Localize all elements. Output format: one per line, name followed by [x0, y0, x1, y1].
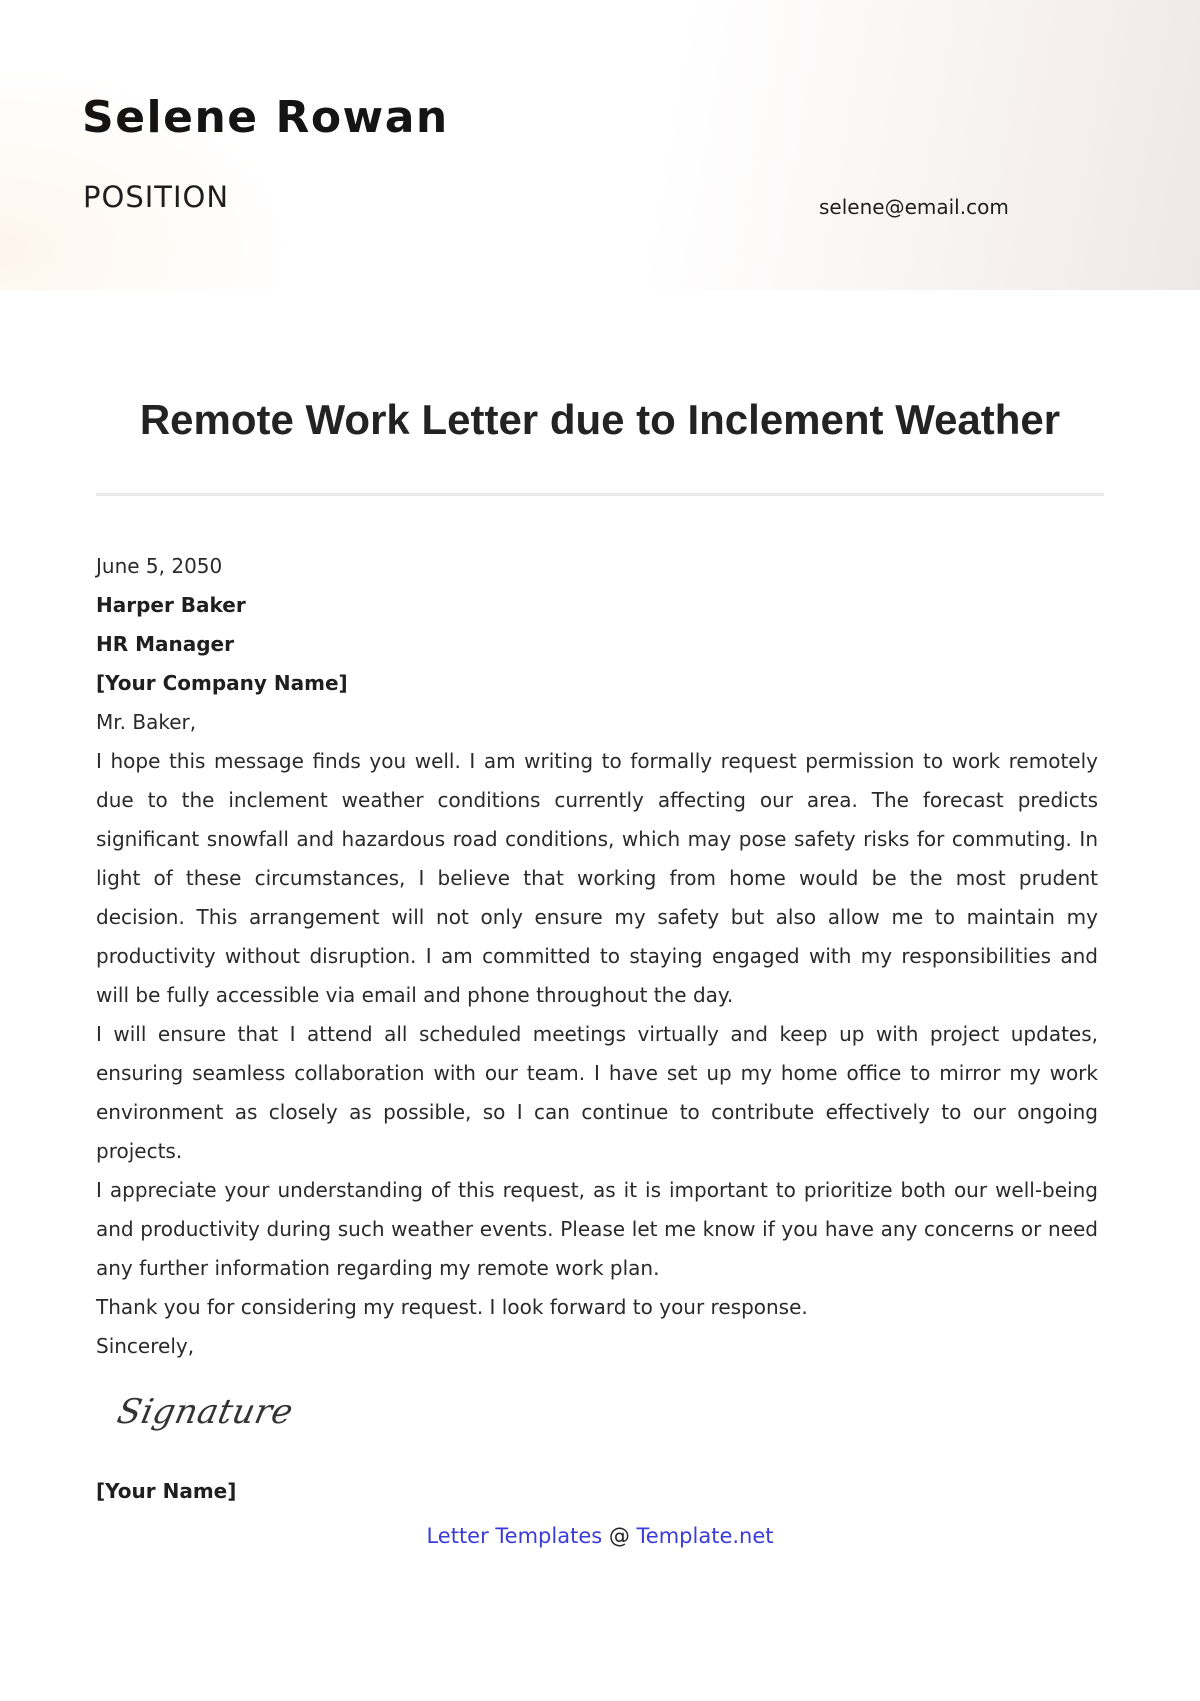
sender-name: Selene Rowan — [82, 92, 449, 143]
template-net-link[interactable]: Template.net — [636, 1524, 774, 1548]
document-title: Remote Work Letter due to Inclement Weather — [139, 396, 1061, 443]
recipient-name: Harper Baker — [96, 593, 246, 617]
signature: Signature — [113, 1392, 297, 1432]
body-paragraph: I appreciate your understanding of this request, as it is important to prioritize both our well-being and productivity during such weather events. Please let me know if you have any concerns or need any further information regarding my remote work plan. — [96, 1178, 1098, 1280]
body-paragraph: Thank you for considering my request. I look forward to your response. — [96, 1295, 808, 1319]
letter-body — [96, 547, 1098, 1366]
footer-separator: @ — [602, 1524, 637, 1548]
body-paragraph: I hope this message finds you well. I am writing to formally request permission to work remotely due to the inclement weather conditions currently affecting our area. The forecast predicts significant snowfall and hazardous road conditions, which may pose safety risks for commuting. In light of these circumstances, I believe that working from home would be the most prudent decision. This arrangement will not only ensure my safety but also allow me to maintain my productivity without disruption. I am committed to staying engaged with my responsibilities and will be fully accessible via email and phone throughout the day. — [96, 749, 1098, 1007]
closing: Sincerely, — [96, 1334, 195, 1358]
footer-credit — [0, 1524, 1200, 1548]
letterhead-header — [0, 0, 1200, 290]
letter-templates-link[interactable]: Letter Templates — [426, 1524, 603, 1548]
sender-position: POSITION — [83, 180, 230, 214]
signer-name: [Your Name] — [96, 1479, 237, 1503]
body-paragraph: I will ensure that I attend all scheduled meetings virtually and keep up with project updates, ensuring seamless collaboration with our team. I have set up my home office to mirror my work environment as closely as possible, so I can continue to contribute effectively to our ongoing projects. — [96, 1022, 1098, 1163]
salutation: Mr. Baker, — [96, 710, 197, 734]
recipient-title: HR Manager — [96, 632, 234, 656]
title-divider — [96, 493, 1104, 496]
letter-date: June 5, 2050 — [96, 554, 223, 578]
recipient-company: [Your Company Name] — [96, 671, 348, 695]
sender-email: selene@email.com — [819, 195, 1009, 219]
